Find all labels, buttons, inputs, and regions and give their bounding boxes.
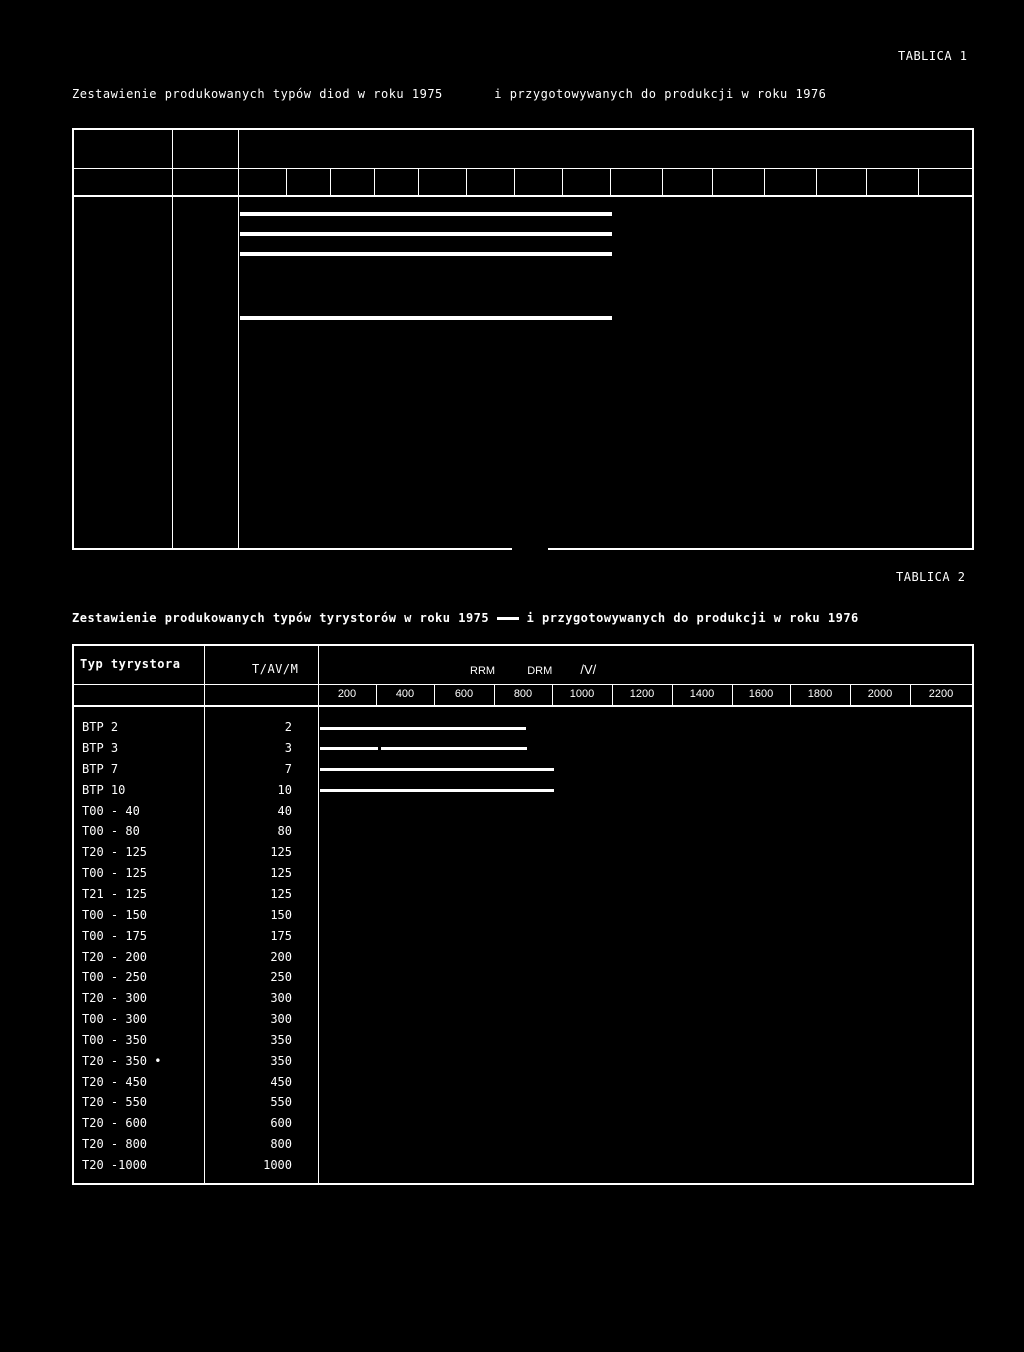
row-current: 800 — [270, 1137, 292, 1151]
table1-range-bar — [240, 316, 612, 320]
voltage-header: 1800 — [807, 688, 833, 700]
row-type: T20 -1000 — [82, 1158, 148, 1172]
voltage-range-bar — [381, 747, 527, 750]
row-current: 200 — [270, 950, 292, 964]
voltage-header: 800 — [513, 688, 533, 700]
row-current: 300 — [270, 991, 292, 1005]
row-type: T20 - 200 — [82, 950, 148, 964]
voltage-header: 400 — [395, 688, 415, 700]
row-current: 350 — [270, 1033, 292, 1047]
table2-label: TABLICA 2 — [896, 570, 966, 584]
col-header-vdrm: DRM — [527, 665, 553, 677]
row-type: T20 - 550 — [82, 1095, 148, 1109]
voltage-header: 600 — [454, 688, 474, 700]
row-type: T20 - 600 — [82, 1116, 148, 1130]
row-type: T00 - 150 — [82, 908, 148, 922]
row-current: 450 — [270, 1075, 292, 1089]
row-current: 550 — [270, 1095, 292, 1109]
row-type: T20 - 125 — [82, 845, 148, 859]
voltage-range-bar — [320, 768, 554, 771]
row-current: 125 — [270, 845, 292, 859]
table1-title — [72, 87, 826, 101]
row-current: 10 — [277, 783, 292, 797]
row-current: 125 — [270, 887, 292, 901]
voltage-range-bar — [320, 727, 526, 730]
col-header-vrrm: RRM — [470, 665, 496, 677]
row-current: 300 — [270, 1012, 292, 1026]
col-header-type: Typ tyrystora — [80, 657, 181, 671]
row-type: T20 - 300 — [82, 991, 148, 1005]
row-current: 1000 — [263, 1158, 292, 1172]
voltage-header: 2200 — [928, 688, 954, 700]
table1-title-a: Zestawienie produkowanych typów diod w roku 1975 — [72, 87, 443, 101]
table1-range-bar — [240, 212, 612, 216]
row-type: T00 - 175 — [82, 929, 148, 943]
row-type: BTP 3 — [82, 741, 119, 755]
row-type: T00 - 350 — [82, 1033, 148, 1047]
row-type: T21 - 125 — [82, 887, 148, 901]
row-type: T00 - 125 — [82, 866, 148, 880]
voltage-header: 1600 — [748, 688, 774, 700]
voltage-range-bar — [320, 789, 554, 792]
row-type: T00 - 80 — [82, 824, 140, 838]
row-current: 2 — [284, 720, 292, 734]
table2-title-a: Zestawienie produkowanych typów tyrystorów w roku 1975 — [72, 611, 490, 625]
row-current: 80 — [277, 824, 292, 838]
table1-range-bar — [240, 232, 612, 236]
row-current: 150 — [270, 908, 292, 922]
row-type: BTP 7 — [82, 762, 119, 776]
row-current: 175 — [270, 929, 292, 943]
table1-range-bar — [240, 252, 612, 256]
voltage-header: 200 — [337, 688, 357, 700]
voltage-range-bar — [320, 747, 378, 750]
row-current: 250 — [270, 970, 292, 984]
row-type: T00 - 300 — [82, 1012, 148, 1026]
row-current: 600 — [270, 1116, 292, 1130]
row-type: BTP 10 — [82, 783, 126, 797]
table2-title-b: i przygotowywanych do produkcji w roku 1976 — [526, 611, 859, 625]
voltage-header: 2000 — [867, 688, 893, 700]
row-current: 125 — [270, 866, 292, 880]
row-current: 7 — [284, 762, 292, 776]
col-header-voltage — [470, 662, 596, 677]
row-type: T00 - 40 — [82, 804, 140, 818]
row-type: BTP 2 — [82, 720, 119, 734]
table2-title — [72, 611, 859, 625]
table1-label: TABLICA 1 — [898, 49, 968, 63]
voltage-header: 1400 — [689, 688, 715, 700]
row-current: 40 — [277, 804, 292, 818]
row-type: T20 - 350 • — [82, 1054, 162, 1068]
voltage-header: 1000 — [569, 688, 595, 700]
row-type: T20 - 800 — [82, 1137, 148, 1151]
voltage-header: 1200 — [629, 688, 655, 700]
row-current: 3 — [284, 741, 292, 755]
col-header-volt-unit: /V/ — [580, 662, 597, 677]
col-header-current: T/AV/M — [252, 662, 299, 676]
row-type: T20 - 450 — [82, 1075, 148, 1089]
table1-title-b: i przygotowywanych do produkcji w roku 1976 — [494, 87, 827, 101]
row-current: 350 — [270, 1054, 292, 1068]
row-type: T00 - 250 — [82, 970, 148, 984]
